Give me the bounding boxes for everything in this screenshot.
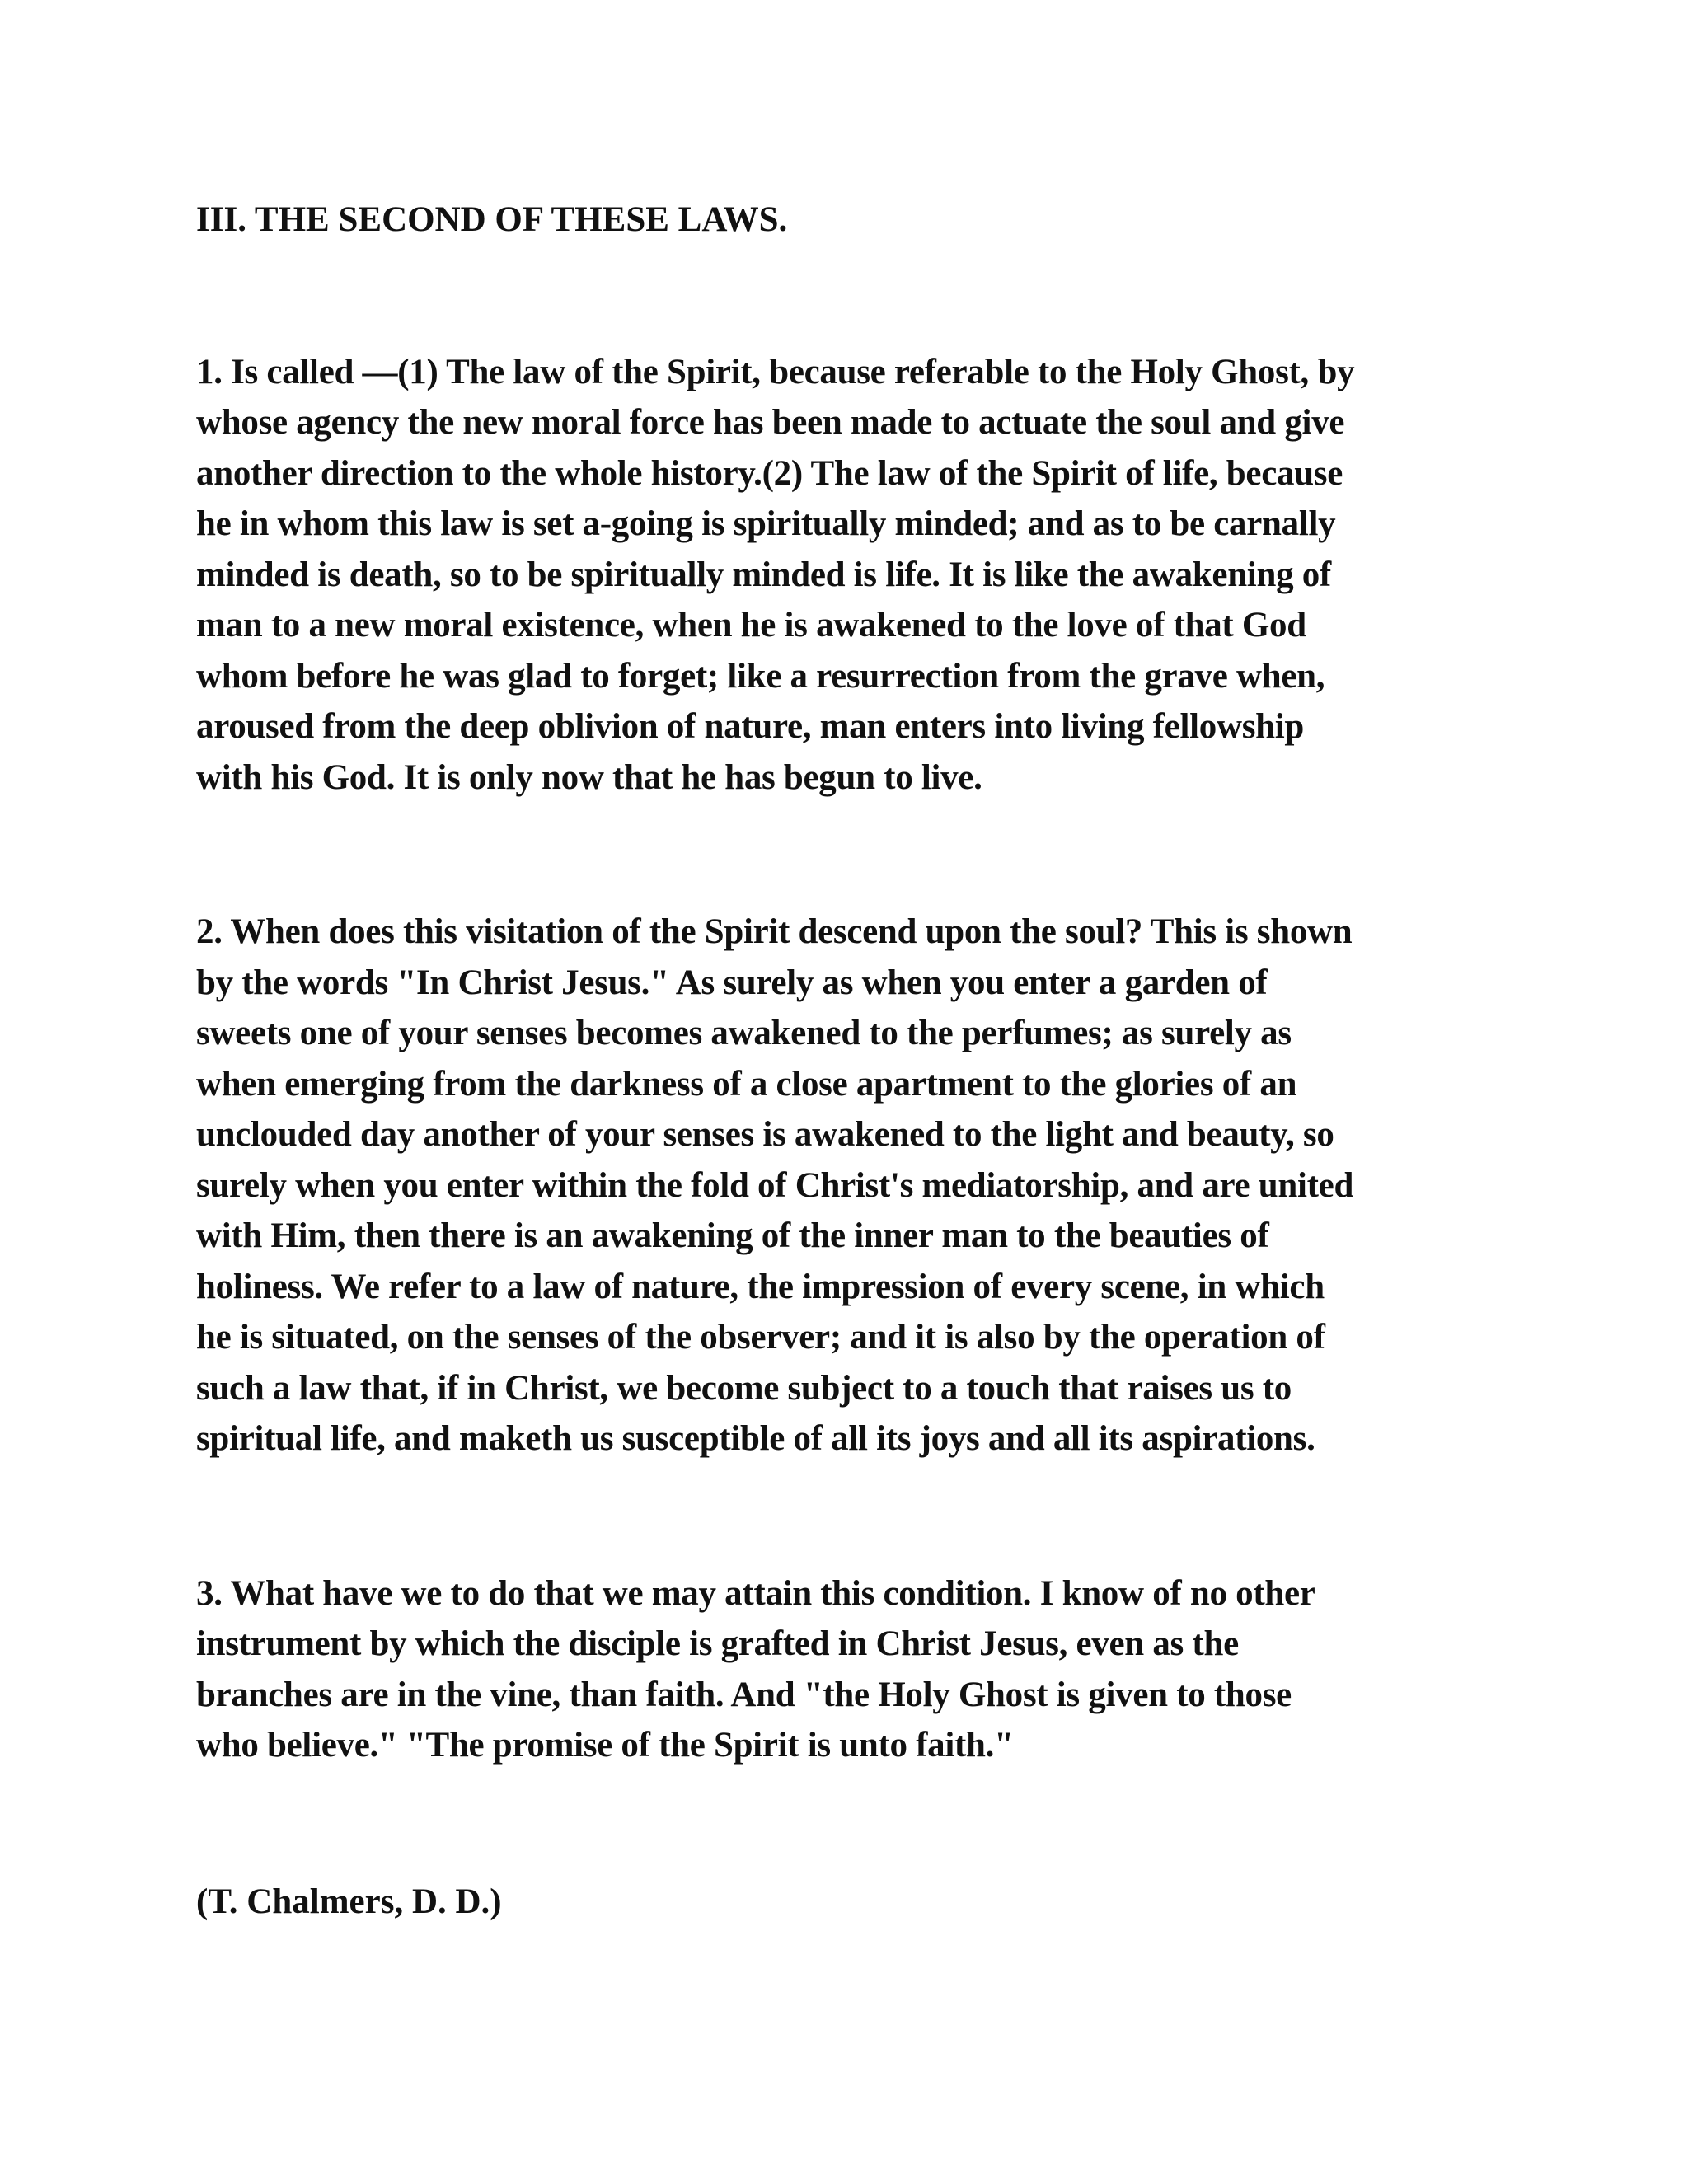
attribution: (T. Chalmers, D. D.) [196,1882,502,1921]
paragraph-line: who believe." "The promise of the Spirit is unto faith." [196,1726,1014,1765]
spacer [196,803,1482,907]
paragraph-line: man to a new moral existence, when he is awakened to the love of that God [196,606,1306,644]
paragraph-line: such a law that, if in Christ, we become subject to a touch that raises us to [196,1368,1292,1408]
paragraph-line: whose agency the new moral force has been made to actuate the soul and give [196,403,1345,442]
paragraph-line: 1. Is called —(1) The law of the Spirit, because referable to the Holy Ghost, by [196,352,1355,391]
paragraph-line: instrument by which the disciple is grafted in Christ Jesus, even as the [196,1624,1239,1663]
paragraph-line: holiness. We refer to a law of nature, the impression of every scene, in which [196,1267,1325,1306]
paragraph-line: minded is death, so to be spiritually minded is life. It is like the awakening of [196,555,1331,594]
paragraph-line: when emerging from the darkness of a close apartment to the glories of an [196,1064,1297,1104]
section-heading: III. THE SECOND OF THESE LAWS. [196,200,788,239]
paragraph-line: spiritual life, and maketh us susceptible of all its joys and all its aspirations. [196,1419,1315,1458]
paragraph-line: 3. What have we to do that we may attain this condition. I know of no other [196,1573,1315,1613]
spacer [196,1465,1482,1568]
paragraph-line: unclouded day another of your senses is awakened to the light and beauty, so [196,1115,1334,1154]
paragraph-line: sweets one of your senses becomes awakened to the perfumes; as surely as [196,1014,1292,1052]
paragraph-2 [196,907,1482,1465]
spacer [196,246,1482,347]
paragraph-line: with Him, then there is an awakening of the inner man to the beauties of [196,1216,1269,1255]
paragraph-line: he is situated, on the senses of the observer; and it is also by the operation of [196,1318,1325,1357]
document-body [196,194,1482,1927]
paragraph-line: branches are in the vine, than faith. And "the Holy Ghost is given to those [196,1675,1292,1714]
paragraph-line: by the words "In Christ Jesus." As surely as when you enter a garden of [196,963,1268,1002]
paragraph-1 [196,347,1482,804]
paragraph-line: aroused from the deep oblivion of nature, man enters into living fellowship [196,707,1305,746]
paragraph-line: with his God. It is only now that he has begun to live. [196,757,982,797]
paragraph-line: whom before he was glad to forget; like a resurrection from the grave when, [196,656,1325,696]
paragraph-line: 2. When does this visitation of the Spirit descend upon the soul? This is shown [196,912,1353,951]
spacer [196,1771,1482,1877]
paragraph-3 [196,1568,1482,1771]
paragraph-line: surely when you enter within the fold of Christ's mediatorship, and are united [196,1165,1354,1205]
paragraph-line: he in whom this law is set a-going is spiritually minded; and as to be carnally [196,504,1336,543]
paragraph-line: another direction to the whole history.(2) The law of the Spirit of life, because [196,453,1343,493]
